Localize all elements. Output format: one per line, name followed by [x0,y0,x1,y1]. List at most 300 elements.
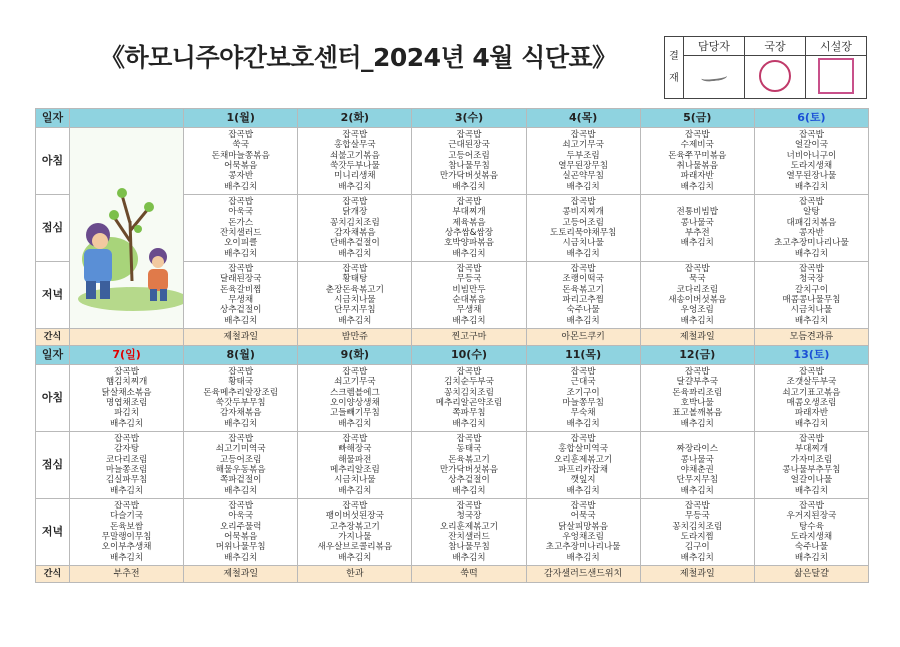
breakfast-cell [754,128,868,195]
menu-item: 새송이버섯볶음 [668,295,727,305]
menu-item: 아욱국 [228,207,254,218]
menu-item: 알탕 [803,207,820,218]
menu-item: 잡곡밥 [570,500,596,511]
menu-item: 잡곡밥 [114,366,140,377]
menu-item: 잡곡밥 [570,129,596,140]
snack-cell: 감자샐러드샌드위치 [526,566,640,583]
snack-cell: 모듬견과류 [754,329,868,346]
lunch-cell [298,432,412,499]
menu-item: 배추김치 [566,248,600,259]
menu-item: 춘장돈육볶고기 [325,284,384,295]
menu-item: 시금치나물 [562,238,604,249]
menu-item: 어묵볶음 [224,161,258,171]
menu-item [641,249,754,259]
menu-item: 무생채 [228,295,254,305]
menu-item: 잡곡밥 [798,129,824,140]
menu-item: 잡곡밥 [570,366,596,377]
menu-item: 콩나물부추무침 [782,465,841,475]
approval-label: 결재 [665,37,684,99]
menu-item: 배추김치 [224,552,258,563]
breakfast-cell [184,365,298,432]
menu-item: 쪽파겉절이 [219,475,262,486]
lunch-cell [754,195,868,262]
menu-item: 잡곡밥 [684,366,710,377]
breakfast-cell [298,365,412,432]
breakfast-cell [526,365,640,432]
menu-item: 배추김치 [338,248,372,259]
menu-item: 잡곡밥 [114,433,140,444]
menu-item: 고들빼기무침 [329,408,380,419]
menu-item: 돈육볶고기 [448,454,490,465]
menu-item: 아욱국 [228,511,254,522]
menu-item: 상추쌈&쌈장 [444,228,494,238]
day-header: 5(금) [640,109,754,128]
header-spacer [70,109,184,128]
dinner-cell [640,262,754,329]
dinner-cell [754,499,868,566]
menu-item: 단배추겉절이 [329,238,380,249]
day-header: 10(수) [412,346,526,365]
menu-item: 마늘쫑조림 [105,465,148,475]
menu-item: 배추김치 [566,485,600,496]
dinner-cell [70,499,184,566]
lunch-label: 점심 [36,432,70,499]
menu-table [35,108,869,583]
menu-item: 배추김치 [794,485,829,496]
menu-item: 청국장 [456,511,482,522]
menu-item: 마늘쫑무침 [562,398,604,408]
menu-item: 잡곡밥 [798,263,824,274]
menu-item: 배추김치 [452,418,486,429]
menu-item: 초고추장미나리나물 [545,542,621,553]
menu-item: 잡곡밥 [114,500,140,511]
menu-item: 단무지무침 [334,305,376,316]
lunch-cell [298,195,412,262]
menu-item: 오이양상생채 [329,398,380,408]
menu-item: 취나물볶음 [676,161,719,171]
menu-item: 배추김치 [109,418,144,429]
menu-item: 닭살채소볶음 [101,387,152,398]
menu-item: 오이부추생채 [101,542,152,553]
menu-item: 호박양파볶음 [444,238,494,249]
breakfast-cell [70,365,184,432]
menu-item: 돈육메추리알장조림 [203,387,279,398]
menu-item: 배추김치 [224,418,258,429]
menu-item: 새우살브로콜리볶음 [317,542,393,553]
menu-item: 배추김치 [794,552,829,563]
menu-item: 파래자반 [794,408,829,419]
page-title: 《하모니주야간보호센터_2024년 4월 식단표》 [100,43,617,72]
menu-item: 잡곡밥 [456,366,482,377]
dinner-cell [526,262,640,329]
menu-item: 꽁치김치조림 [672,521,723,532]
menu-item: 잡곡밥 [342,129,368,140]
menu-item: 상추겉절이 [448,475,490,486]
menu-item: 달걀부추국 [676,377,719,388]
dinner-cell [526,499,640,566]
dinner-cell [298,262,412,329]
lunch-label: 점심 [36,195,70,262]
menu-item: 쇠고기무국 [562,140,604,151]
dinner-label: 저녁 [36,499,70,566]
breakfast-cell [640,128,754,195]
lunch-cell [754,432,868,499]
menu-item: 쑥갓두부나물 [329,161,380,171]
menu-item: 파프리카잡채 [558,465,609,475]
menu-item: 잡곡밥 [570,263,596,274]
menu-item: 도라지생채 [790,161,833,171]
menu-item: 황태국 [228,377,254,388]
menu-item: 잡곡밥 [228,196,254,207]
day-header: 4(목) [526,109,640,128]
menu-item: 잡곡밥 [684,263,710,274]
menu-item: 꽁치김치조림 [329,217,380,228]
menu-item: 잡곡밥 [342,500,368,511]
dinner-cell [754,262,868,329]
menu-item: 참나물무침 [448,542,490,553]
menu-item: 전통비빔밥 [676,207,719,218]
breakfast-cell [412,128,526,195]
menu-item: 잡곡밥 [570,196,596,207]
lunch-cell [412,195,526,262]
day-header: 8(월) [184,346,298,365]
menu-item: 돈채마늘쫑볶음 [211,150,270,161]
day-header: 7(일) [70,346,184,365]
approval-header-staff: 담당자 [684,37,745,56]
menu-item: 콩나물국 [680,217,714,228]
menu-item: 닭개장 [342,207,368,218]
menu-item: 쇠고기무국 [334,377,376,388]
approval-header-head: 시설장 [806,37,867,56]
menu-item: 배추김치 [566,552,600,563]
menu-item: 배추김치 [452,181,486,192]
menu-item: 감자탕 [114,444,140,455]
menu-item: 숙주나물 [566,305,600,316]
menu-item: 두부조림 [566,150,600,161]
snack-cell: 제철과일 [640,566,754,583]
menu-item: 해물파전 [338,454,372,465]
menu-item: 배추김치 [224,248,258,259]
menu-item: 잡곡밥 [342,263,368,274]
menu-item: 돈육쭈꾸미볶음 [668,150,727,161]
menu-item: 배추김치 [794,181,829,192]
menu-item: 얼갈이나물 [790,475,833,486]
menu-item: 콩자반 [228,171,254,182]
menu-item: 스크렘블에그 [329,387,380,398]
menu-item: 무등국 [684,511,710,522]
menu-item: 조랭이떡국 [562,274,604,285]
menu-item: 꽁치김치조림 [444,387,494,398]
menu-item: 메추리알조림 [329,465,380,475]
menu-item: 시금치나물 [334,475,376,486]
menu-item: 무생채 [456,305,482,316]
dinner-cell [412,262,526,329]
snack-label: 간식 [36,329,70,346]
menu-item: 조기구이 [566,387,600,398]
menu-item: 동태국 [456,444,482,455]
menu-item: 상추겉절이 [219,305,262,316]
lunch-cell [184,432,298,499]
menu-item: 배추김치 [109,552,144,563]
snack-cell: 삶은달걀 [754,566,868,583]
menu-item: 도토리묵야채무침 [549,228,617,238]
menu-item: 황태탕 [342,274,368,285]
menu-item: 잡곡밥 [228,129,254,140]
menu-item: 가자미조림 [790,454,833,465]
date-label: 일자 [36,109,70,128]
breakfast-cell [298,128,412,195]
menu-item: 열무된장무침 [558,161,609,171]
menu-item: 근대국 [570,377,596,388]
menu-item: 배추김치 [680,181,714,192]
menu-item: 조갯살두부국 [786,377,837,388]
menu-item: 시금치나물 [790,305,833,316]
breakfast-label: 아침 [36,365,70,432]
snack-cell: 제철과일 [184,329,298,346]
menu-item: 초고추장미나리나물 [774,238,849,249]
menu-item: 배추김치 [338,552,372,563]
menu-item: 배추김치 [452,552,486,563]
menu-item: 배추김치 [566,181,600,192]
snack-spacer [70,329,184,346]
menu-item: 비빔만두 [452,284,486,295]
menu-item: 단무지무침 [676,475,719,486]
menu-item: 닭살피망볶음 [558,521,609,532]
menu-item: 빠해장국 [338,444,372,455]
menu-item: 제육볶음 [452,217,486,228]
snack-label: 간식 [36,566,70,583]
menu-item: 돈육꽈리조림 [672,387,723,398]
menu-item: 배추김치 [224,181,258,192]
menu-item: 돈육보쌈 [109,521,144,532]
lunch-cell [526,195,640,262]
menu-item: 잡곡밥 [798,366,824,377]
breakfast-cell [640,365,754,432]
breakfast-cell [526,128,640,195]
menu-item: 배추김치 [224,485,258,496]
date-label: 일자 [36,346,70,365]
menu-item: 잡곡밥 [798,500,824,511]
lunch-cell [412,432,526,499]
menu-item: 야채춘권 [680,465,714,475]
menu-item: 배추김치 [794,315,829,326]
snack-cell: 제철과일 [640,329,754,346]
menu-item: 배추김치 [680,238,714,249]
snack-cell: 부추전 [70,566,184,583]
menu-item: 우엉조림 [680,305,714,316]
menu-item: 코다리조림 [105,454,148,465]
menu-item: 명엽채조림 [105,398,148,408]
menu-item: 돈육볶고기 [562,284,604,295]
menu-item: 갈치구이 [794,284,829,295]
menu-item: 머위나물무침 [215,542,266,553]
menu-item: 잡곡밥 [570,433,596,444]
day-header: 13(토) [754,346,868,365]
menu-item: 잡곡밥 [456,196,482,207]
menu-item: 너비아니구이 [786,150,837,161]
signature-staff [684,56,745,99]
menu-item [641,434,754,444]
menu-item: 오이피클 [224,238,258,249]
menu-item: 콩자반 [798,228,824,238]
snack-cell: 한과 [298,566,412,583]
day-header: 9(화) [298,346,412,365]
menu-item: 배추김치 [452,248,486,259]
menu-item: 달래된장국 [219,274,262,285]
menu-item: 잡곡밥 [228,263,254,274]
menu-item: 도라지생채 [790,532,833,542]
lunch-cell [526,432,640,499]
menu-item: 배추김치 [680,552,714,563]
menu-item: 돈가스 [228,217,254,228]
menu-item: 김치순두부국 [444,377,494,388]
menu-item: 잡곡밥 [684,129,710,140]
menu-item: 청국장 [798,274,824,285]
dinner-cell [184,262,298,329]
menu-item: 잡곡밥 [684,500,710,511]
snack-cell: 쑥떡 [412,566,526,583]
menu-item: 부추전 [684,228,710,238]
menu-item: 무등국 [456,274,482,285]
menu-item: 만가닥버섯볶음 [439,171,499,182]
menu-item: 배추김치 [566,418,600,429]
menu-item: 다슬기국 [109,511,144,522]
menu-item: 오리훈제볶고기 [439,521,499,532]
menu-item: 배추김치 [680,315,714,326]
menu-item: 배추김치 [338,315,372,326]
menu-item: 홍합살무국 [334,140,376,151]
menu-item: 쑥갓두부무침 [215,398,266,408]
menu-item: 가지나물 [338,532,372,542]
snack-cell: 아몬드쿠키 [526,329,640,346]
menu-item: 잡곡밥 [456,433,482,444]
menu-item: 오리주물럭 [219,521,262,532]
dinner-cell [412,499,526,566]
menu-item: 배추김치 [566,315,600,326]
approval-box [664,36,867,99]
snack-cell: 밤만쥬 [298,329,412,346]
menu-item: 쇠불고기볶음 [329,150,380,161]
menu-item: 부대찌개 [452,207,486,218]
menu-item: 호박나물 [680,398,714,408]
approval-header-director: 국장 [745,37,806,56]
illustration-image [70,128,184,329]
menu-item: 잡곡밥 [228,500,254,511]
menu-item: 감자채볶음 [219,408,262,419]
dinner-label: 저녁 [36,262,70,329]
menu-item: 콩나물국 [680,454,714,465]
menu-item: 묵국 [688,274,706,285]
menu-item: 얼갈이국 [794,140,829,151]
dinner-cell [184,499,298,566]
menu-item: 어묵국 [570,511,596,522]
menu-item: 잡곡밥 [456,129,482,140]
menu-item: 잡곡밥 [342,433,368,444]
menu-item: 메추리알곤약조림 [435,398,503,408]
breakfast-cell [412,365,526,432]
menu-item: 파김치 [114,408,140,419]
menu-item: 미니리생채 [334,171,376,182]
menu-item: 대패김치볶음 [786,217,837,228]
menu-item: 감자채볶음 [334,228,376,238]
dinner-cell [640,499,754,566]
menu-item: 실곤약무침 [562,171,604,182]
menu-item: 콩비지찌개 [562,207,604,218]
menu-item: 무숙채 [570,408,596,419]
menu-item: 우엉채조림 [562,532,604,542]
menu-item: 잡곡밥 [456,500,482,511]
menu-item: 잡곡밥 [228,433,254,444]
menu-item: 배추김치 [338,418,372,429]
seal-director [745,56,806,99]
menu-item: 배추김치 [452,315,486,326]
lunch-cell [184,195,298,262]
dinner-cell [298,499,412,566]
menu-item: 쇠고기표고볶음 [782,387,841,398]
menu-item: 쇠고기미역국 [215,444,266,455]
menu-item: 무말랭이무침 [101,532,152,542]
menu-item: 도라지찜 [680,532,714,542]
menu-item: 깻잎지 [570,475,596,486]
menu-item: 돈육갈비찜 [219,284,262,295]
menu-item: 표고볼깨볶음 [672,408,723,419]
menu-item: 부대찌개 [794,444,829,455]
menu-item: 해물우동볶음 [215,465,266,475]
menu-item: 고등어조림 [562,217,604,228]
day-header: 2(화) [298,109,412,128]
menu-item: 참나물무침 [448,161,490,171]
menu-item: 코다리조림 [676,284,719,295]
menu-item: 쪽파무침 [452,408,486,419]
menu-item: 고등어조림 [448,150,490,161]
menu-item: 잡곡밥 [798,433,824,444]
menu-item [641,197,754,207]
lunch-cell [640,195,754,262]
menu-item: 파래자반 [680,171,714,182]
menu-item: 고등어조림 [219,454,262,465]
menu-item: 근대된장국 [448,140,490,151]
menu-item: 오리훈제볶고기 [554,454,613,465]
menu-item: 배추김치 [680,418,714,429]
snack-cell: 제철과일 [184,566,298,583]
lunch-cell [640,432,754,499]
menu-item: 배추김치 [338,181,372,192]
breakfast-label: 아침 [36,128,70,195]
menu-item: 잡곡밥 [798,196,824,207]
menu-item: 잡곡밥 [342,366,368,377]
day-header: 1(월) [184,109,298,128]
breakfast-cell [754,365,868,432]
menu-item: 쑥국 [232,140,250,151]
menu-item: 짜장라이스 [676,444,719,455]
menu-item: 순대볶음 [452,295,486,305]
seal-head [806,56,867,99]
menu-item: 배추김치 [794,248,829,259]
menu-item: 매콤오생조림 [786,398,837,408]
day-header: 3(수) [412,109,526,128]
menu-item: 배추김치 [224,315,258,326]
menu-item: 배추김치 [452,485,486,496]
day-header: 12(금) [640,346,754,365]
lunch-cell [70,432,184,499]
menu-item: 배추김치 [680,485,714,496]
menu-item: 숙주나물 [794,542,829,553]
menu-item: 잡곡밥 [342,196,368,207]
menu-item: 잔치샐러드 [448,532,490,542]
menu-item: 열무된장나물 [786,171,837,182]
menu-item: 잔치샐러드 [219,228,262,238]
menu-item: 파리고추찜 [562,295,604,305]
